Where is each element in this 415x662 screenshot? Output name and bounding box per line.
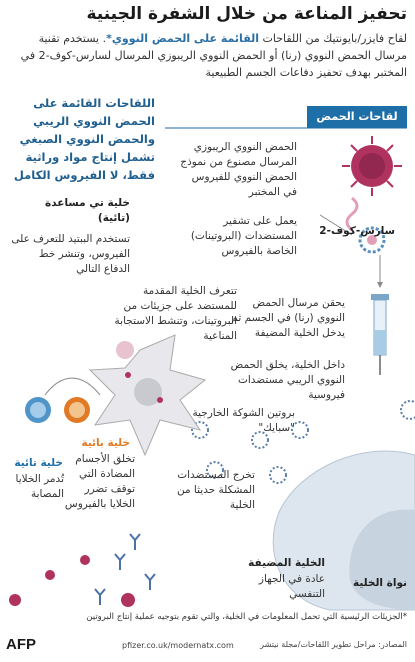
page-title: تحفيز المناعة من خلال الشفرة الجينية — [86, 4, 407, 24]
host-cell-text: عادة في الجهاز التنفسي — [258, 573, 325, 600]
b-cell-title: خلية بائية — [81, 437, 130, 449]
virus-icon — [342, 136, 402, 196]
vaccine-note: اللقاحات القائمة على الحمض النووي الريبي والحمض النووي الصبغي تشمل إنتاج مواد وراثية فقط، لا الفيروس الكامل — [13, 96, 155, 182]
t-cell-text: تُدمر الخلايا المصابة — [15, 473, 64, 500]
inside-text: داخل الخلية، يخلق الحمض النووي الريبي مستضدات فيروسية — [230, 359, 345, 401]
arrow-to-cells — [45, 378, 100, 395]
source-url: pfizer.co.uk/modernatx.com — [122, 641, 234, 650]
inject-text: يحقن مرسال الحمض النووي (رنا) في الجسم ثم يدخل الخلية المضيفة — [231, 297, 345, 339]
small-virus-icons — [9, 555, 135, 607]
intro-part2: . يستخدم تقنية مرسال الحمض النووي (رنا) أو الحمض النووي الريبوزي المرسال لسارس-كوف-2 في المختبر بهدف تحفيز دفاعات الجسم الطبيعية — [20, 32, 407, 79]
helper-t-cell-text: تستخدم الببتيد للتعرف على الفيروس، وتنشر خط الدفاع التالي — [11, 233, 130, 275]
vaccine-box: لقاحات الحمض النووي — [307, 106, 407, 128]
t-cell-title: خلية تائية — [14, 457, 63, 469]
intro-part1: لقاح فايزر/بايونتيك من اللقاحات — [259, 32, 407, 45]
encode-text: يعمل على تشفير المستضدات (البروتينات) الخاصة بالفيروس — [190, 215, 297, 257]
syringe-icon — [371, 294, 389, 375]
nucleus-label: نواة الخلية — [352, 577, 407, 589]
virus-label: سارس-كوف-2 — [319, 225, 395, 237]
apc-text: تتعرف الخلية المقدمة للمستضد على جزيئات من البروتينات، وتنشط الاستجابة المناعية — [114, 285, 237, 342]
spike-text: بروتين الشوكة الخارجية "سبايك" — [192, 407, 295, 434]
exit-text: تخرج المستضدات المشكلة حديثا من الخلية — [176, 469, 255, 511]
intro-highlight: القائمة على الحمض النووي* — [106, 32, 260, 45]
footnote: *الجزيئات الرئيسية التي تحمل المعلومات في الخلية، والتي تقوم بتوجيه عملية إنتاج البروتين — [86, 612, 407, 622]
b-cell-text: تخلق الأجسام المضادة التي توقف تضرر الخلايا بالفيروس — [64, 453, 135, 510]
afp-logo: AFP — [6, 636, 36, 653]
mrna-text: الحمض النووي الريبوزي المرسال مصنوع من نموذج الحمض النووي للفيروس في المختبر — [180, 141, 297, 198]
helper-t-cell-title: خلية تي مساعدة (تائية) — [45, 197, 130, 224]
host-cell-title: الخلية المضيفة — [248, 557, 325, 569]
source: المصادر: مراحل تطوير اللقاحات/مجلة نيتشر — [260, 640, 407, 649]
